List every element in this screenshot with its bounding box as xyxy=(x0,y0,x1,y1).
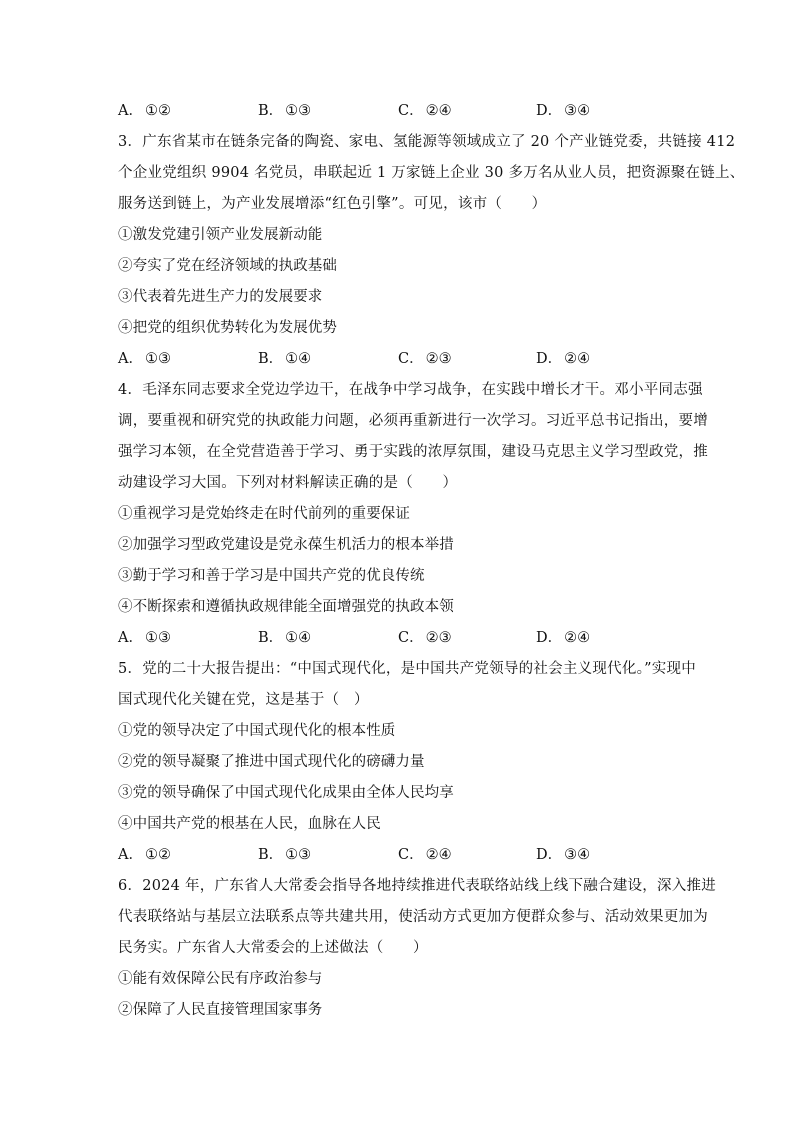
q5-option-a[interactable]: A． ①② xyxy=(118,847,171,863)
statement-item: ②加强学习型政党建设是党永葆生机活力的根本举措 xyxy=(118,537,454,553)
question-5-stem xyxy=(118,654,697,716)
exam-page xyxy=(118,96,745,1026)
question-4 xyxy=(118,375,708,654)
statement-item: ①激发党建引领产业发展新动能 xyxy=(118,227,323,243)
statement-item: ④中国共产党的根基在人民，血脉在人民 xyxy=(118,816,381,832)
question-6 xyxy=(118,871,716,1026)
question-5-options xyxy=(118,840,678,871)
q3-option-a[interactable]: A． ①③ xyxy=(118,351,171,367)
q3-option-d[interactable]: D． ②④ xyxy=(536,351,591,367)
q3-option-b[interactable]: B． ①④ xyxy=(258,351,312,367)
statement-item: ①重视学习是党始终走在时代前列的重要保证 xyxy=(118,506,410,522)
statement-item: ④把党的组织优势转化为发展优势 xyxy=(118,320,337,336)
q2-option-c[interactable]: C． ②④ xyxy=(398,103,452,119)
q4-option-d[interactable]: D． ②④ xyxy=(536,630,591,646)
statement-item: ③勤于学习和善于学习是中国共产党的优良传统 xyxy=(118,568,425,584)
q4-option-a[interactable]: A． ①③ xyxy=(118,630,171,646)
q4-option-b[interactable]: B． ①④ xyxy=(258,630,312,646)
question-3-options xyxy=(118,344,678,375)
statement-item: ②夸实了党在经济领域的执政基础 xyxy=(118,258,337,274)
statement-item: ③代表着先进生产力的发展要求 xyxy=(118,289,323,305)
question-5 xyxy=(118,654,697,871)
question-4-stem xyxy=(118,375,708,499)
stem-line: 动建设学习大国。下列对材料解读正确的是（ ） xyxy=(118,475,458,491)
question-3-stem xyxy=(118,127,745,220)
q2-options xyxy=(118,96,678,127)
stem-line: 代表联络站与基层立法联系点等共建共用，使活动方式更加方便群众参与、活动效果更加为 xyxy=(118,909,708,925)
question-6-stem xyxy=(118,871,716,964)
stem-line: 6．2024 年，广东省人大常委会指导各地持续推进代表联络站线上线下融合建设，深入推进 xyxy=(118,878,716,894)
stem-line: 强学习本领，在全党营造善于学习、勇于实践的浓厚氛围，建设马克思主义学习型政党，推 xyxy=(118,444,708,460)
statement-item: ③党的领导确保了中国式现代化成果由全体人民均享 xyxy=(118,785,454,801)
q2-option-b[interactable]: B． ①③ xyxy=(258,103,312,119)
stem-line: 调，要重视和研究党的执政能力问题，必须再重新进行一次学习。习近平总书记指出，要增 xyxy=(118,413,708,429)
stem-line: 3．广东省某市在链条完备的陶瓷、家电、氢能源等领域成立了 20 个产业链党委，共链接 412 xyxy=(118,134,736,150)
q3-option-c[interactable]: C． ②③ xyxy=(398,351,452,367)
stem-line: 个企业党组织 9904 名党员，串联起近 1 万家链上企业 30 多万名从业人员，把资源聚在链上、 xyxy=(118,165,745,181)
stem-line: 国式现代化关键在党，这是基于（ ） xyxy=(118,692,369,708)
question-4-options xyxy=(118,623,678,654)
q4-option-c[interactable]: C． ②③ xyxy=(398,630,452,646)
stem-line: 服务送到链上，为产业发展增添“红色引擎”。可见，该市（ ） xyxy=(118,196,547,212)
statement-item: ②党的领导凝聚了推进中国式现代化的磅礴力量 xyxy=(118,754,425,770)
stem-line: 5．党的二十大报告提出：“中国式现代化，是中国共产党领导的社会主义现代化。”实现中 xyxy=(118,661,697,677)
q2-option-d[interactable]: D． ③④ xyxy=(536,103,591,119)
stem-line: 4．毛泽东同志要求全党边学边干，在战争中学习战争，在实践中增长才干。邓小平同志强 xyxy=(118,382,703,398)
statement-item: ①能有效保障公民有序政治参与 xyxy=(118,971,323,987)
stem-line: 民务实。广东省人大常委会的上述做法（ ） xyxy=(118,940,428,956)
q5-option-c[interactable]: C． ②④ xyxy=(398,847,452,863)
question-3 xyxy=(118,127,745,375)
q5-option-d[interactable]: D． ③④ xyxy=(536,847,591,863)
statement-item: ①党的领导决定了中国式现代化的根本性质 xyxy=(118,723,396,739)
q2-option-a[interactable]: A． ①② xyxy=(118,103,171,119)
statement-item: ②保障了人民直接管理国家事务 xyxy=(118,1002,323,1018)
q5-option-b[interactable]: B． ①③ xyxy=(258,847,312,863)
statement-item: ④不断探索和遵循执政规律能全面增强党的执政本领 xyxy=(118,599,454,615)
